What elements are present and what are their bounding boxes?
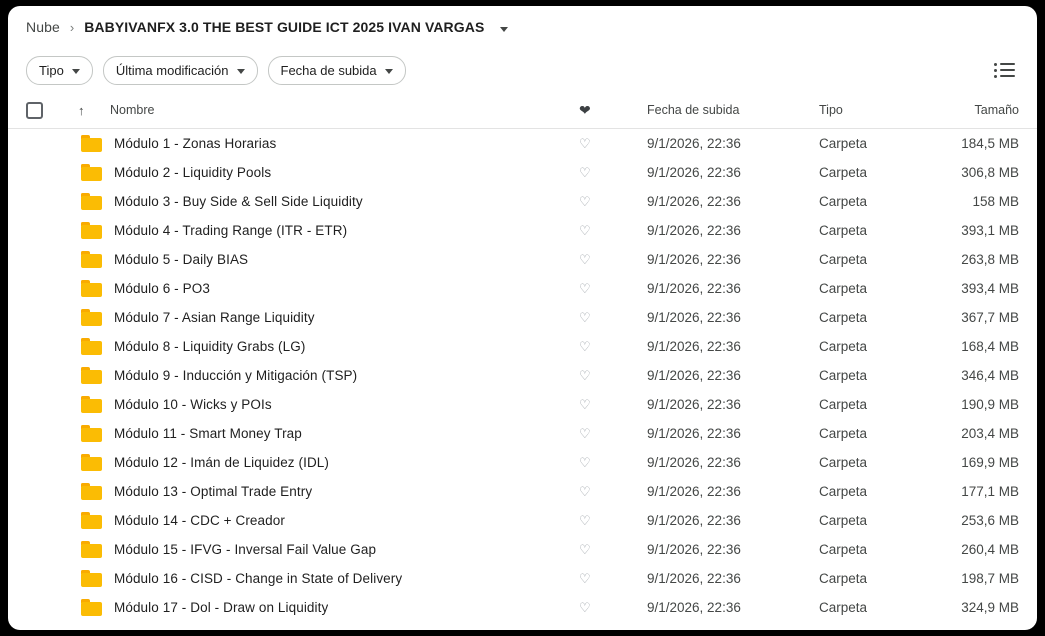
row-upload-date: 9/1/2026, 22:36 xyxy=(647,339,741,354)
folder-icon xyxy=(81,570,102,587)
row-size: 393,1 MB xyxy=(961,223,1019,238)
row-name-label: Módulo 6 - PO3 xyxy=(114,281,210,296)
row-favorite-toggle[interactable] xyxy=(577,542,647,558)
row-size: 367,7 MB xyxy=(961,310,1019,325)
folder-icon xyxy=(81,483,102,500)
row-name-cell[interactable] xyxy=(56,164,577,181)
folder-icon xyxy=(81,164,102,181)
row-name-label: Módulo 5 - Daily BIAS xyxy=(114,252,249,267)
row-name-cell[interactable] xyxy=(56,338,577,355)
row-name-cell[interactable] xyxy=(56,425,577,442)
row-favorite-toggle[interactable] xyxy=(577,194,647,210)
folder-icon xyxy=(81,222,102,239)
row-type: Carpeta xyxy=(819,513,868,528)
row-name-label: Módulo 17 - Dol - Draw on Liquidity xyxy=(114,600,329,615)
table-row[interactable] xyxy=(8,390,1037,419)
row-type: Carpeta xyxy=(819,426,868,441)
folder-icon xyxy=(81,425,102,442)
row-type: Carpeta xyxy=(819,397,868,412)
table-body xyxy=(8,129,1037,622)
list-view-icon[interactable] xyxy=(993,58,1017,82)
filter-bar xyxy=(8,48,1037,92)
row-upload-date: 9/1/2026, 22:36 xyxy=(647,513,741,528)
heart-outline-icon: ♡ xyxy=(579,135,591,151)
row-type: Carpeta xyxy=(819,455,868,470)
chevron-down-icon xyxy=(385,69,393,74)
heart-outline-icon: ♡ xyxy=(579,396,591,412)
heart-outline-icon: ♡ xyxy=(579,512,591,528)
breadcrumb-separator-icon: › xyxy=(69,19,75,35)
row-favorite-toggle[interactable] xyxy=(577,426,647,442)
heart-outline-icon: ♡ xyxy=(579,309,591,325)
row-type: Carpeta xyxy=(819,339,868,354)
row-favorite-toggle[interactable] xyxy=(577,571,647,587)
row-type: Carpeta xyxy=(819,368,868,383)
column-header-name-label: Nombre xyxy=(110,103,155,117)
row-name-cell[interactable] xyxy=(56,251,577,268)
heart-outline-icon: ♡ xyxy=(579,454,591,470)
table-header-row xyxy=(8,92,1037,129)
file-manager-window xyxy=(8,6,1037,630)
filter-chip-fecha-de-subida-label: Fecha de subida xyxy=(280,62,377,78)
row-favorite-toggle[interactable] xyxy=(577,252,647,268)
row-upload-date: 9/1/2026, 22:36 xyxy=(647,542,741,557)
folder-icon xyxy=(81,309,102,326)
table-row[interactable] xyxy=(8,216,1037,245)
row-favorite-toggle[interactable] xyxy=(577,165,647,181)
heart-outline-icon: ♡ xyxy=(579,483,591,499)
column-header-upload-date[interactable]: Fecha de subida xyxy=(647,103,740,117)
row-size: 306,8 MB xyxy=(961,165,1019,180)
heart-outline-icon: ♡ xyxy=(579,193,591,209)
row-favorite-toggle[interactable] xyxy=(577,339,647,355)
folder-icon xyxy=(81,251,102,268)
row-size: 393,4 MB xyxy=(961,281,1019,296)
row-type: Carpeta xyxy=(819,252,868,267)
row-name-label: Módulo 15 - IFVG - Inversal Fail Value Gap xyxy=(114,542,377,557)
checkbox-box xyxy=(26,102,43,119)
table-row[interactable] xyxy=(8,477,1037,506)
heart-outline-icon: ♡ xyxy=(579,280,591,296)
breadcrumb-root[interactable]: Nube xyxy=(26,19,60,35)
row-upload-date: 9/1/2026, 22:36 xyxy=(647,426,741,441)
row-upload-date: 9/1/2026, 22:36 xyxy=(647,600,741,615)
row-name-cell[interactable] xyxy=(56,599,577,616)
column-header-size[interactable]: Tamaño xyxy=(974,103,1019,117)
row-upload-date: 9/1/2026, 22:36 xyxy=(647,136,741,151)
table-row[interactable] xyxy=(8,506,1037,535)
row-size: 184,5 MB xyxy=(961,136,1019,151)
row-type: Carpeta xyxy=(819,484,868,499)
table-row[interactable] xyxy=(8,361,1037,390)
row-name-cell[interactable] xyxy=(56,483,577,500)
column-header-starred xyxy=(577,102,647,119)
table-row[interactable] xyxy=(8,448,1037,477)
row-favorite-toggle[interactable] xyxy=(577,281,647,297)
filter-chip-ultima-modificacion-label: Última modificación xyxy=(115,62,229,78)
folder-icon xyxy=(81,280,102,297)
folder-icon xyxy=(81,454,102,471)
row-name-label: Módulo 16 - CISD - Change in State of Delivery xyxy=(114,571,403,586)
row-name-label: Módulo 7 - Asian Range Liquidity xyxy=(114,310,315,325)
table-row[interactable] xyxy=(8,187,1037,216)
row-type: Carpeta xyxy=(819,223,868,238)
row-type: Carpeta xyxy=(819,571,868,586)
row-favorite-toggle[interactable] xyxy=(577,397,647,413)
filter-chip-fecha-de-subida[interactable] xyxy=(268,56,406,85)
row-name-label: Módulo 13 - Optimal Trade Entry xyxy=(114,484,313,499)
row-name-cell[interactable] xyxy=(56,396,577,413)
row-name-label: Módulo 4 - Trading Range (ITR - ETR) xyxy=(114,223,348,238)
row-name-cell[interactable] xyxy=(56,512,577,529)
row-name-label: Módulo 8 - Liquidity Grabs (LG) xyxy=(114,339,306,354)
row-type: Carpeta xyxy=(819,281,868,296)
row-favorite-toggle[interactable] xyxy=(577,310,647,326)
heart-outline-icon: ♡ xyxy=(579,570,591,586)
table-row[interactable] xyxy=(8,564,1037,593)
row-name-cell[interactable] xyxy=(56,454,577,471)
row-upload-date: 9/1/2026, 22:36 xyxy=(647,252,741,267)
chevron-down-icon[interactable] xyxy=(500,27,508,32)
row-size: 177,1 MB xyxy=(961,484,1019,499)
row-upload-date: 9/1/2026, 22:36 xyxy=(647,484,741,499)
heart-outline-icon: ♡ xyxy=(579,541,591,557)
row-size: 203,4 MB xyxy=(961,426,1019,441)
row-size: 198,7 MB xyxy=(961,571,1019,586)
row-upload-date: 9/1/2026, 22:36 xyxy=(647,310,741,325)
row-favorite-toggle[interactable] xyxy=(577,136,647,152)
row-favorite-toggle[interactable] xyxy=(577,600,647,616)
heart-outline-icon: ♡ xyxy=(579,599,591,615)
row-size: 169,9 MB xyxy=(961,455,1019,470)
folder-icon xyxy=(81,367,102,384)
table-row[interactable] xyxy=(8,535,1037,564)
filter-chip-tipo[interactable] xyxy=(26,56,93,85)
row-size: 158 MB xyxy=(972,194,1019,209)
row-size: 190,9 MB xyxy=(961,397,1019,412)
row-favorite-toggle[interactable] xyxy=(577,223,647,239)
row-name-label: Módulo 14 - CDC + Creador xyxy=(114,513,285,528)
heart-outline-icon: ♡ xyxy=(579,222,591,238)
heart-outline-icon: ♡ xyxy=(579,338,591,354)
row-name-cell[interactable] xyxy=(56,135,577,152)
row-size: 324,9 MB xyxy=(961,600,1019,615)
row-name-cell[interactable] xyxy=(56,367,577,384)
row-size: 253,6 MB xyxy=(961,513,1019,528)
chevron-down-icon xyxy=(72,69,80,74)
row-name-label: Módulo 11 - Smart Money Trap xyxy=(114,426,302,441)
row-size: 260,4 MB xyxy=(961,542,1019,557)
row-type: Carpeta xyxy=(819,136,868,151)
row-type: Carpeta xyxy=(819,310,868,325)
table-row[interactable] xyxy=(8,419,1037,448)
table-row[interactable] xyxy=(8,332,1037,361)
row-name-label: Módulo 12 - Imán de Liquidez (IDL) xyxy=(114,455,330,470)
column-header-name[interactable] xyxy=(56,103,577,118)
row-size: 346,4 MB xyxy=(961,368,1019,383)
row-name-cell[interactable] xyxy=(56,541,577,558)
filter-chip-ultima-modificacion[interactable] xyxy=(103,56,258,85)
table-row[interactable] xyxy=(8,274,1037,303)
row-favorite-toggle[interactable] xyxy=(577,368,647,384)
row-type: Carpeta xyxy=(819,600,868,615)
table-row[interactable] xyxy=(8,303,1037,332)
row-name-label: Módulo 2 - Liquidity Pools xyxy=(114,165,272,180)
row-name-cell[interactable] xyxy=(56,309,577,326)
column-header-type[interactable]: Tipo xyxy=(819,103,843,117)
table-row[interactable] xyxy=(8,593,1037,622)
folder-icon xyxy=(81,135,102,152)
folder-icon xyxy=(81,512,102,529)
row-type: Carpeta xyxy=(819,542,868,557)
table-row[interactable] xyxy=(8,129,1037,158)
row-upload-date: 9/1/2026, 22:36 xyxy=(647,281,741,296)
row-upload-date: 9/1/2026, 22:36 xyxy=(647,455,741,470)
breadcrumb xyxy=(8,6,1037,48)
folder-icon xyxy=(81,396,102,413)
row-name-label: Módulo 9 - Inducción y Mitigación (TSP) xyxy=(114,368,358,383)
row-upload-date: 9/1/2026, 22:36 xyxy=(647,571,741,586)
folder-icon xyxy=(81,338,102,355)
heart-outline-icon: ♡ xyxy=(579,425,591,441)
row-upload-date: 9/1/2026, 22:36 xyxy=(647,368,741,383)
filter-chip-tipo-label: Tipo xyxy=(39,62,64,78)
file-table xyxy=(8,92,1037,622)
row-name-label: Módulo 10 - Wicks y POIs xyxy=(114,397,272,412)
row-favorite-toggle[interactable] xyxy=(577,513,647,529)
heart-outline-icon: ♡ xyxy=(579,251,591,267)
chevron-down-icon xyxy=(237,69,245,74)
row-size: 263,8 MB xyxy=(961,252,1019,267)
folder-icon xyxy=(81,599,102,616)
row-upload-date: 9/1/2026, 22:36 xyxy=(647,194,741,209)
row-type: Carpeta xyxy=(819,165,868,180)
row-name-cell[interactable] xyxy=(56,222,577,239)
row-type: Carpeta xyxy=(819,194,868,209)
heart-outline-icon: ♡ xyxy=(579,164,591,180)
row-upload-date: 9/1/2026, 22:36 xyxy=(647,223,741,238)
heart-outline-icon: ♡ xyxy=(579,367,591,383)
table-row[interactable] xyxy=(8,245,1037,274)
row-upload-date: 9/1/2026, 22:36 xyxy=(647,165,741,180)
sort-ascending-icon: ↑ xyxy=(78,102,85,118)
row-upload-date: 9/1/2026, 22:36 xyxy=(647,397,741,412)
table-row[interactable] xyxy=(8,158,1037,187)
breadcrumb-current-folder[interactable]: BABYIVANFX 3.0 THE BEST GUIDE ICT 2025 IVAN VARGAS xyxy=(84,19,485,35)
row-name-cell[interactable] xyxy=(56,570,577,587)
row-name-label: Módulo 1 - Zonas Horarias xyxy=(114,136,277,151)
folder-icon xyxy=(81,541,102,558)
row-size: 168,4 MB xyxy=(961,339,1019,354)
row-name-cell[interactable] xyxy=(56,193,577,210)
row-favorite-toggle[interactable] xyxy=(577,455,647,471)
row-name-cell[interactable] xyxy=(56,280,577,297)
row-favorite-toggle[interactable] xyxy=(577,484,647,500)
select-all-checkbox[interactable] xyxy=(26,102,56,119)
folder-icon xyxy=(81,193,102,210)
row-name-label: Módulo 3 - Buy Side & Sell Side Liquidity xyxy=(114,194,363,209)
heart-icon: ❤ xyxy=(579,101,591,118)
